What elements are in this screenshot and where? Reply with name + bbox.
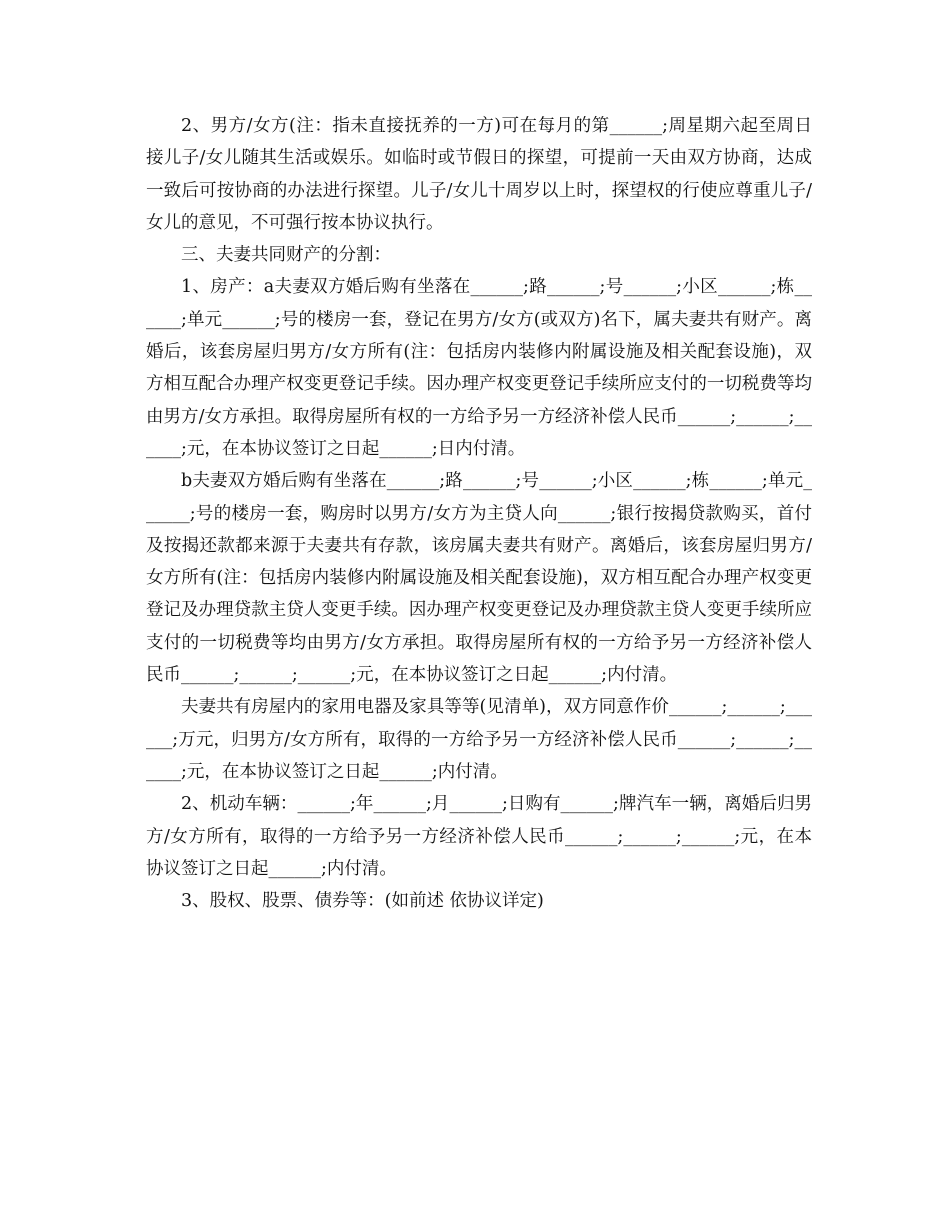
paragraph-motor-vehicles: 2、机动车辆：______;年______;月______;日购有______;牌汽车一辆，离婚后归男方/女方所有，取得的一方给予另一方经济补偿人民币______;______;______;元，在本协议签订之日起______;内付清。 bbox=[146, 794, 812, 879]
heading-joint-property-division: 三、夫妻共同财产的分割： bbox=[181, 245, 391, 266]
paragraph-real-estate-b: b夫妻双方婚后购有坐落在______;路______;号______;小区______;栋______;单元______;号的楼房一套，购房时以男方/女方为主贷人向______;银行按揭贷款购买，首付及按揭还款都来源于夫妻共有存款，该房属夫妻共有财产。离婚后，该套房屋归男方/女方所有(注：包括房内装修内附属设施及相关配套设施)，双方相互配合办理产权变更登记及办理贷款主贷人变更手续。因办理产权变更登记及办理贷款主贷人变更手续所应支付的一切税费等均由男方/女方承担。取得房屋所有权的一方给予另一方经济补偿人民币______;______;______;元，在本协议签订之日起______;内付清。 bbox=[146, 471, 812, 686]
document-page bbox=[146, 110, 812, 917]
paragraph-real-estate-a: 1、房产：a夫妻双方婚后购有坐落在______;路______;号______;小区______;栋______;单元______;号的楼房一套，登记在男方/女方(或双方)名下，属夫妻共有财产。离婚后，该套房屋归男方/女方所有(注：包括房内装修内附属设施及相关配套设施)，双方相互配合办理产权变更登记手续。因办理产权变更登记手续所应支付的一切税费等均由男方/女方承担。取得房屋所有权的一方给予另一方经济补偿人民币______;______;______;元，在本协议签订之日起______;日内付清。 bbox=[146, 277, 812, 459]
paragraph-appliances-furniture: 夫妻共有房屋内的家用电器及家具等等(见清单)，双方同意作价______;______;______;万元，归男方/女方所有，取得的一方给予另一方经济补偿人民币______;______;______;元，在本协议签订之日起______;内付清。 bbox=[146, 697, 812, 782]
paragraph-equity-stocks-bonds: 3、股权、股票、债券等：(如前述 依协议详定) bbox=[181, 891, 544, 912]
paragraph-visitation-rights: 2、男方/女方(注：指未直接抚养的一方)可在每月的第______;周星期六起至周日接儿子/女儿随其生活或娱乐。如临时或节假日的探望，可提前一天由双方协商，达成一致后可按协商的办法进行探望。儿子/女儿十周岁以上时，探望权的行使应尊重儿子/女儿的意见，不可强行按本协议执行。 bbox=[146, 116, 812, 233]
